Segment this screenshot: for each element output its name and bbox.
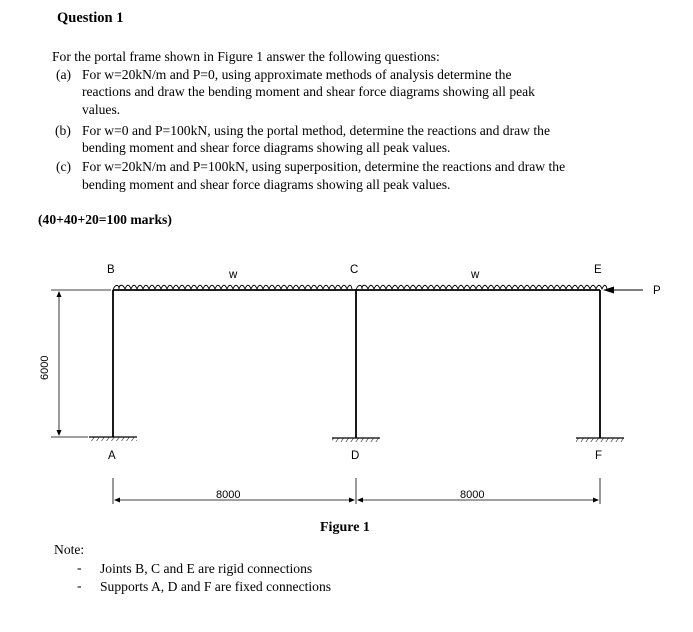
span-1-arrow-right	[349, 498, 355, 503]
note-item-2: Supports A, D and F are fixed connections	[100, 579, 332, 594]
fixed-support-A	[89, 437, 137, 441]
span-1-dimension-label: 8000	[216, 489, 241, 501]
part-a-line-2: reactions and draw the bending moment and shear force diagrams showing all peak	[82, 84, 535, 99]
span-2-dimension-label: 8000	[460, 489, 485, 501]
question-intro: For the portal frame shown in Figure 1 answer the following questions:	[52, 49, 440, 64]
part-b-label: (b)	[55, 123, 71, 138]
part-a-label: (a)	[56, 67, 72, 82]
note-bullet-2-dash: -	[77, 578, 82, 593]
span-1-arrow-left	[114, 498, 120, 503]
part-c-line-2: bending moment and shear force diagrams showing all peak values.	[82, 177, 451, 192]
note-item-1: Joints B, C and E are rigid connections	[100, 561, 313, 576]
part-c-label: (c)	[56, 159, 72, 174]
note-bullet-1-dash: -	[77, 560, 82, 575]
fixed-support-F	[576, 438, 624, 442]
load-label-P: P	[653, 285, 661, 297]
part-c-line-1: For w=20kN/m and P=100kN, using superposition, determine the reactions and draw the	[82, 159, 566, 174]
span-2-arrow-right	[593, 498, 599, 503]
joint-label-E: E	[594, 264, 602, 276]
part-b-line-2: bending moment and shear force diagrams showing all peak values.	[82, 140, 451, 155]
load-label-w-right: w	[471, 269, 480, 281]
span-dimension-lines	[113, 478, 600, 504]
height-dim-arrow-bottom	[57, 430, 62, 436]
part-a-line-1: For w=20kN/m and P=0, using approximate methods of analysis determine the	[82, 67, 512, 82]
support-label-A: A	[108, 450, 116, 462]
question-title: Question 1	[57, 10, 124, 26]
load-label-w-left: w	[229, 269, 238, 281]
marks-allocation: (40+40+20=100 marks)	[38, 212, 172, 227]
part-a-line-3: values.	[82, 102, 121, 117]
note-heading: Note:	[54, 542, 85, 557]
height-dimension-label: 6000	[39, 355, 51, 380]
joint-label-C: C	[350, 264, 359, 276]
support-label-D: D	[351, 450, 360, 462]
height-dimension	[51, 290, 111, 437]
part-b-line-1: For w=0 and P=100kN, using the portal method, determine the reactions and draw the	[82, 123, 550, 138]
support-label-F: F	[595, 450, 603, 462]
height-dim-arrow-top	[57, 291, 62, 297]
span-2-arrow-left	[357, 498, 363, 503]
fixed-support-D	[332, 438, 380, 442]
figure-caption: Figure 1	[320, 520, 370, 535]
point-load-P-arrow	[603, 287, 643, 294]
joint-label-B: B	[107, 264, 115, 276]
